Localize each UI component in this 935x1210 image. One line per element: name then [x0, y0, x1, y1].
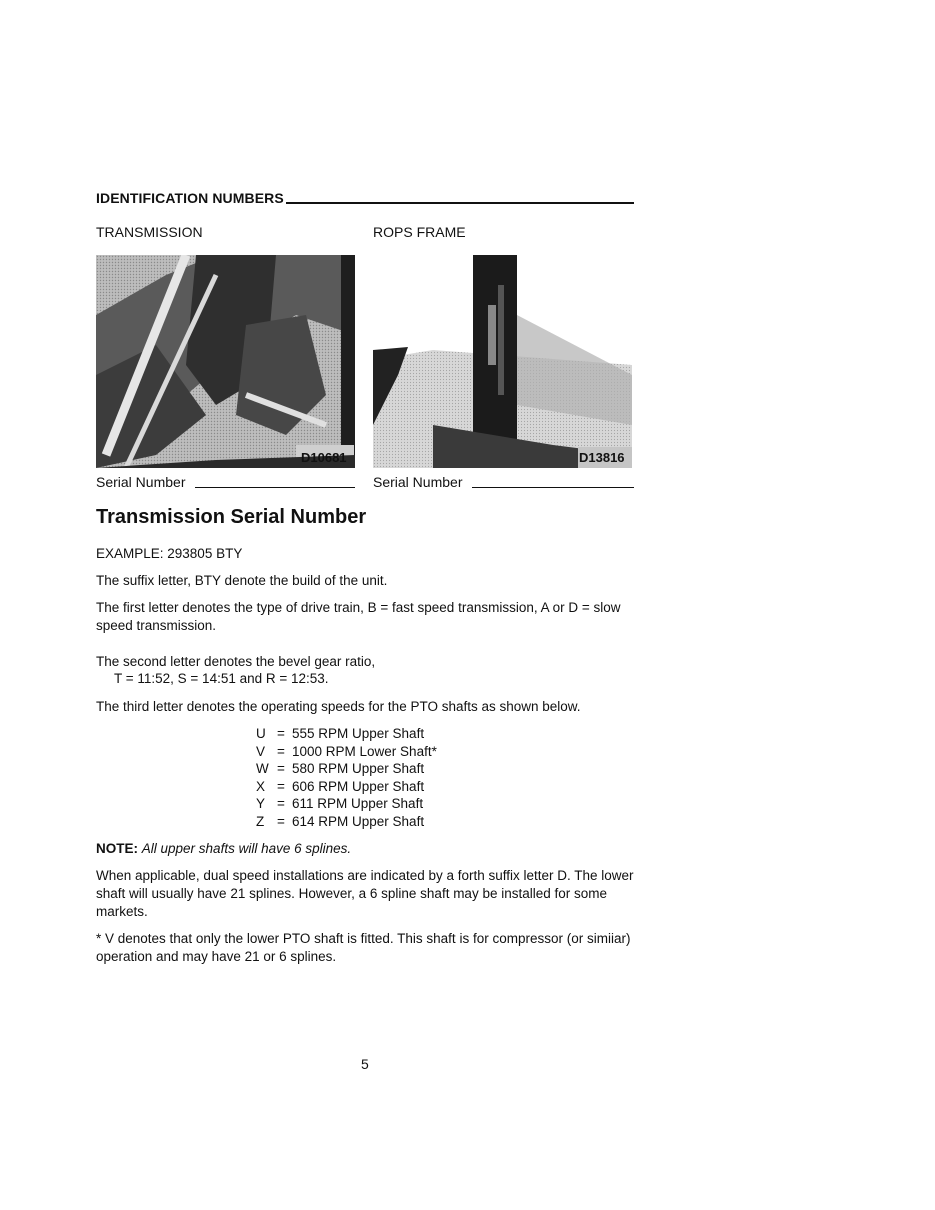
list-item: V = 1000 RPM Lower Shaft*	[256, 743, 437, 759]
example-text: EXAMPLE: 293805 BTY	[96, 546, 243, 561]
page-number: 5	[361, 1056, 369, 1072]
pto-speed-list	[256, 725, 437, 831]
rops-photo-image	[373, 255, 632, 468]
second-letter-text: The second letter denotes the bevel gear ratio,	[96, 654, 376, 669]
list-item: W = 580 RPM Upper Shaft	[256, 761, 425, 777]
suffix-text: The suffix letter, BTY denote the build of the unit.	[96, 573, 388, 588]
list-item: U = 555 RPM Upper Shaft	[256, 726, 425, 741]
rops-photo	[373, 255, 632, 468]
transmission-photo	[96, 255, 355, 468]
third-letter-text: The third letter denotes the operating speeds for the PTO shafts as shown below.	[96, 699, 581, 714]
rops-serial-label: Serial Number	[373, 474, 463, 490]
first-letter-text: The first letter denotes the type of drive train, B = fast speed transmission, A or D = slow speed transmission.	[96, 600, 621, 633]
gear-ratios-text: T = 11:52, S = 14:51 and R = 12:53.	[114, 671, 329, 686]
transmission-serial-field	[96, 474, 355, 490]
note-text: All upper shafts will have 6 splines.	[141, 841, 352, 856]
note-label: NOTE:	[96, 841, 138, 856]
list-item: Y = 611 RPM Upper Shaft	[256, 796, 424, 812]
rops-photo-title: ROPS FRAME	[373, 224, 466, 240]
list-item: Z = 614 RPM Upper Shaft	[256, 813, 425, 829]
list-item: X = 606 RPM Upper Shaft	[256, 778, 425, 794]
dual-speed-text: When applicable, dual speed installations are indicated by a forth suffix letter D. The lower shaft will usually have 21 splines. However, a 6 spline shaft may be installed for some markets.	[96, 868, 634, 919]
rops-serial-field	[373, 474, 634, 490]
section-title: IDENTIFICATION NUMBERS	[96, 190, 284, 206]
rops-photo-code: D13816	[579, 450, 625, 465]
transmission-serial-rule	[195, 487, 355, 488]
transmission-photo-image	[96, 255, 355, 468]
section-rule	[286, 202, 634, 204]
section-header	[96, 188, 634, 206]
footnote-text: * V denotes that only the lower PTO shaft is fitted. This shaft is for compressor (or simiiar) operation and may have 21 or 6 splines.	[96, 931, 631, 964]
page-heading: Transmission Serial Number	[96, 506, 367, 528]
note	[96, 840, 636, 858]
transmission-serial-label: Serial Number	[96, 474, 186, 490]
transmission-photo-code: D10681	[301, 450, 347, 465]
transmission-photo-title: TRANSMISSION	[96, 224, 203, 240]
rops-serial-rule	[472, 487, 634, 488]
